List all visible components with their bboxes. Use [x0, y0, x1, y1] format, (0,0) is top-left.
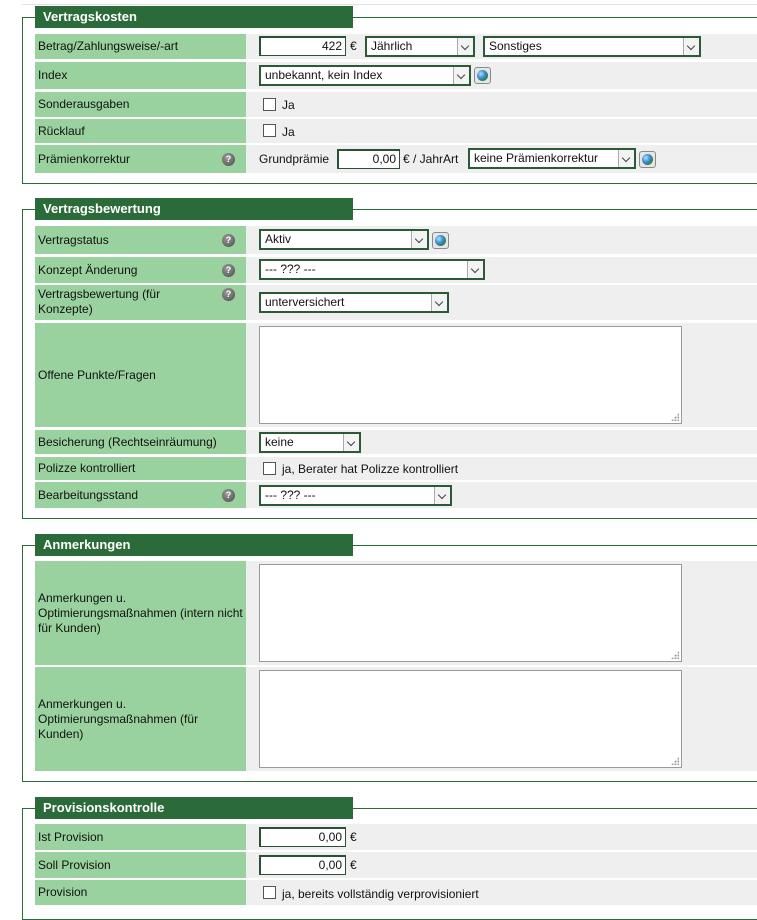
section-contract-costs: [22, 9, 757, 184]
section-commission-control: [22, 800, 757, 920]
row-customer-notes: [35, 667, 757, 771]
row-refund: [35, 119, 757, 143]
chevron-down-icon: [618, 150, 634, 167]
policy-checked-label: Polizze kontrolliert: [35, 457, 246, 480]
section-contract-evaluation: [22, 201, 757, 519]
premium-correction-select[interactable]: [468, 148, 636, 169]
currency-symbol: €: [350, 858, 357, 872]
section-notes: [22, 537, 757, 782]
chevron-down-icon: [434, 487, 450, 504]
base-premium-label: Grundprämie: [259, 152, 330, 166]
premium-correction-label: Prämienkorrektur: [35, 145, 246, 173]
amount-label: Betrag/Zahlungsweise/-art: [35, 34, 246, 59]
special-expenses-option: Ja: [282, 98, 295, 112]
row-security: [35, 430, 757, 454]
section-title: Provisionskontrolle: [35, 797, 353, 819]
section-title: Vertragsbewertung: [35, 198, 353, 220]
row-policy-checked: [35, 457, 757, 480]
section-title: Vertragskosten: [35, 6, 353, 28]
security-value: keine: [265, 435, 294, 449]
policy-checked-option: ja, Berater hat Polizze kontrolliert: [282, 462, 459, 476]
customer-notes-label: Anmerkungen u. Optimierungsmaßnahmen (für Kunden): [35, 667, 246, 771]
rating-label: Vertragsbewertung (für Konzepte): [35, 285, 246, 320]
internal-notes-textarea[interactable]: [259, 564, 682, 662]
concept-change-select[interactable]: [259, 259, 485, 280]
row-actual-commission: [35, 824, 757, 850]
chevron-down-icon: [457, 38, 473, 55]
chevron-down-icon: [343, 434, 359, 451]
open-points-textarea[interactable]: [259, 326, 682, 424]
row-target-commission: [35, 852, 757, 878]
row-open-points: [35, 323, 757, 427]
processing-status-label: Bearbeitungsstand: [35, 482, 246, 508]
index-select[interactable]: [259, 65, 471, 86]
actual-commission-label: Ist Provision: [35, 824, 246, 850]
help-icon[interactable]: ?: [222, 264, 235, 277]
payment-interval-value: Jährlich: [371, 39, 413, 53]
processing-status-value: --- ??? ---: [265, 488, 316, 502]
row-status: [35, 226, 757, 254]
row-index: [35, 62, 757, 89]
open-points-label: Offene Punkte/Fragen: [35, 323, 246, 427]
row-commission: [35, 880, 757, 905]
row-amount: [35, 34, 757, 59]
refund-label: Rücklauf: [35, 119, 246, 143]
base-premium-input[interactable]: 0,00: [337, 149, 400, 169]
row-special-expenses: [35, 92, 757, 117]
section-title: Anmerkungen: [35, 534, 353, 556]
row-concept-change: [35, 257, 757, 283]
security-label: Besicherung (Rechtseinräumung): [35, 430, 246, 454]
security-select[interactable]: [259, 432, 361, 453]
row-processing-status: [35, 482, 757, 508]
actual-commission-input[interactable]: 0,00: [259, 827, 346, 847]
chevron-down-icon: [467, 261, 483, 278]
premium-correction-value: keine Prämienkorrektur: [474, 151, 599, 165]
currency-symbol: €: [350, 830, 357, 844]
policy-checked-checkbox[interactable]: [263, 462, 276, 475]
amount-input[interactable]: 422: [259, 36, 346, 56]
internal-notes-label: Anmerkungen u. Optimierungsmaßnahmen (intern nicht für Kunden): [35, 561, 246, 665]
currency-symbol: €: [350, 39, 357, 53]
chevron-down-icon: [453, 67, 469, 84]
processing-status-select[interactable]: [259, 485, 452, 506]
target-commission-label: Soll Provision: [35, 852, 246, 878]
rating-select[interactable]: [259, 292, 449, 313]
index-value: unbekannt, kein Index: [265, 68, 383, 82]
help-icon[interactable]: ?: [222, 489, 235, 502]
concept-change-value: --- ??? ---: [265, 262, 316, 276]
globe-icon[interactable]: [432, 232, 449, 249]
chevron-down-icon: [683, 38, 699, 55]
help-icon[interactable]: ?: [222, 153, 235, 166]
payment-type-value: Sonstiges: [489, 39, 542, 53]
row-rating: [35, 285, 757, 320]
top-divider: [22, 4, 757, 5]
refund-checkbox[interactable]: [263, 124, 276, 137]
payment-type-select[interactable]: [483, 36, 701, 57]
globe-icon[interactable]: [474, 67, 491, 84]
status-label: Vertragstatus: [35, 226, 246, 254]
rating-value: unterversichert: [265, 295, 345, 309]
payment-interval-select[interactable]: [365, 36, 475, 57]
commission-label: Provision: [35, 880, 246, 905]
index-label: Index: [35, 62, 246, 89]
status-select[interactable]: [259, 229, 429, 250]
help-icon[interactable]: ?: [222, 288, 235, 301]
commission-checkbox[interactable]: [263, 886, 276, 899]
refund-option: Ja: [282, 125, 295, 139]
row-premium-correction: [35, 145, 757, 173]
per-year-type-label: € / JahrArt: [403, 152, 459, 166]
chevron-down-icon: [411, 231, 427, 248]
chevron-down-icon: [431, 294, 447, 311]
special-expenses-label: Sonderausgaben: [35, 92, 246, 117]
concept-change-label: Konzept Änderung: [35, 257, 246, 283]
row-internal-notes: [35, 561, 757, 665]
target-commission-input[interactable]: 0,00: [259, 855, 346, 875]
special-expenses-checkbox[interactable]: [263, 98, 276, 111]
customer-notes-textarea[interactable]: [259, 670, 682, 768]
commission-option: ja, bereits vollständig verprovisioniert: [282, 887, 479, 901]
help-icon[interactable]: ?: [222, 234, 235, 247]
globe-icon[interactable]: [639, 151, 656, 168]
status-value: Aktiv: [265, 232, 292, 246]
